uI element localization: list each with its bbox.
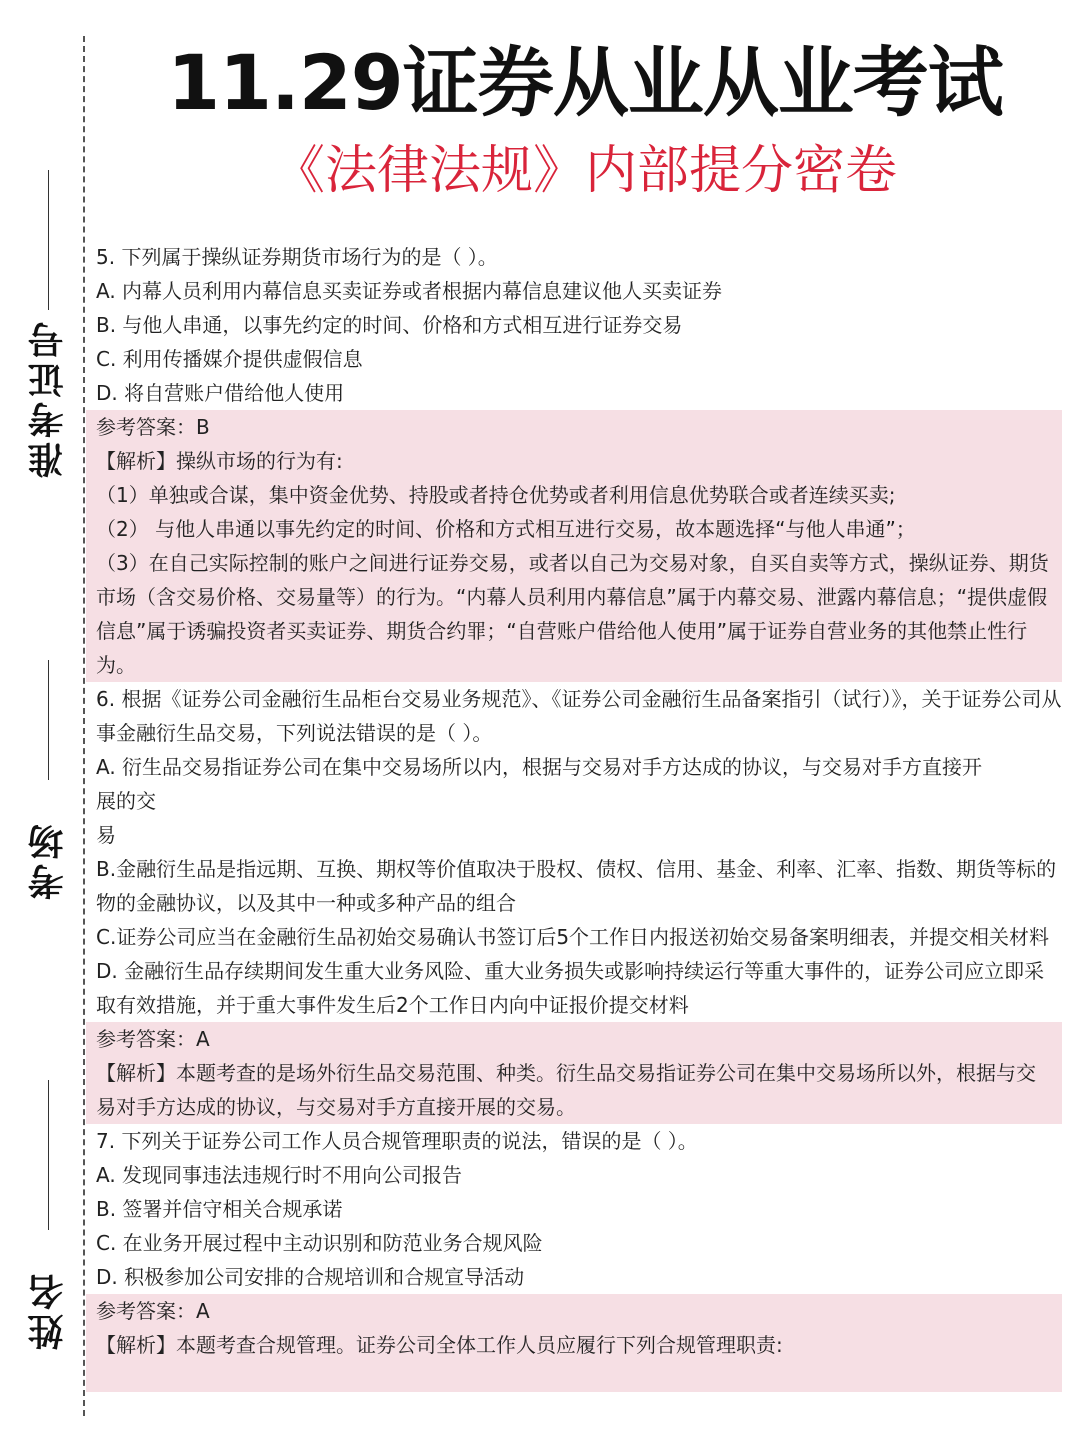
option-b: B. 签署并信守相关合规承诺 bbox=[96, 1197, 343, 1221]
name-write-line bbox=[48, 1080, 49, 1230]
analysis-heading: 【解析】操纵市场的行为有: bbox=[96, 449, 343, 473]
name-label: 姓名 bbox=[27, 1270, 69, 1350]
reference-answer: 参考答案：A bbox=[96, 1027, 210, 1051]
option-b: B.金融衍生品是指远期、互换、期权等价值取决于股权、债权、信用、基金、利率、汇率、指数、期货等标的物的金融协议，以及其中一种或多种产品的组合 bbox=[96, 857, 1057, 915]
option-a: A. 衍生品交易指证券公司在集中交易场所以内，根据与交易对手方达成的协议，与交易对手方直接开展的交 bbox=[96, 755, 983, 813]
option-c: C. 利用传播媒介提供虚假信息 bbox=[96, 347, 363, 371]
question-6 bbox=[86, 682, 1062, 1124]
exam-id-write-line bbox=[48, 170, 49, 310]
question-stem: 5. 下列属于操纵证券期货市场行为的是（ ）。 bbox=[96, 245, 498, 269]
exam-id-label: 准考证号 bbox=[27, 318, 69, 478]
reference-answer: 参考答案：A bbox=[96, 1299, 210, 1323]
question-list bbox=[86, 240, 1062, 1392]
option-a-continued: 易 bbox=[96, 823, 116, 847]
reference-answer: 参考答案：B bbox=[96, 415, 210, 439]
answer-block bbox=[86, 1022, 1062, 1124]
option-c: C.证券公司应当在金融衍生品初始交易确认书签订后5个工作日内报送初始交易备案明细表，并提交相关材料 bbox=[96, 925, 1050, 949]
analysis-point-2: （2） 与他人串通以事先约定的时间、价格和方式相互进行交易，故本题选择“与他人串通”； bbox=[96, 517, 916, 541]
page-subtitle: 《法律法规》内部提分密卷 bbox=[272, 141, 897, 201]
exam-room-label: 考场 bbox=[27, 820, 69, 900]
analysis-point-3: （3）在自己实际控制的账户之间进行证券交易，或者以自己为交易对象，自买自卖等方式，操纵证券、期货市场（含交易价格、交易量等）的行为。“内幕人员利用内幕信息”属于内幕交易、泄露内幕信息；“提供虚假信息”属于诱骗投资者买卖证券、期货合约罪；“自营账户借给他人使用”属于证券自营业务的其他禁止性行为。 bbox=[96, 551, 1049, 677]
question-stem: 6. 根据《证券公司金融衍生品柜台交易业务规范》、《证券公司金融衍生品备案指引（试行）》，关于证券公司从事金融衍生品交易，下列说法错误的是（ ）。 bbox=[96, 687, 1062, 745]
option-d: D. 积极参加公司安排的合规培训和合规宣导活动 bbox=[96, 1265, 525, 1289]
analysis-point-1: （1）单独或合谋，集中资金优势、持股或者持仓优势或者利用信息优势联合或者连续买卖; bbox=[96, 483, 896, 507]
option-c: C. 在业务开展过程中主动识别和防范业务合规风险 bbox=[96, 1231, 543, 1255]
answer-block bbox=[86, 1294, 1062, 1392]
option-b: B. 与他人串通，以事先约定的时间、价格和方式相互进行证券交易 bbox=[96, 313, 683, 337]
exam-room-write-line bbox=[48, 660, 49, 780]
option-d: D. 将自营账户借给他人使用 bbox=[96, 381, 345, 405]
option-a: A. 内幕人员利用内幕信息买卖证券或者根据内幕信息建议他人买卖证券 bbox=[96, 279, 723, 303]
question-7 bbox=[86, 1124, 1062, 1392]
analysis-text: 【解析】本题考查合规管理。证券公司全体工作人员应履行下列合规管理职责: bbox=[96, 1333, 783, 1357]
analysis-text: 【解析】本题考查的是场外衍生品交易范围、种类。衍生品交易指证券公司在集中交易场所以外，根据与交易对手方达成的协议，与交易对手方直接开展的交易。 bbox=[96, 1061, 1036, 1119]
answer-block bbox=[86, 410, 1062, 682]
question-5 bbox=[86, 240, 1062, 682]
binding-dashed-line bbox=[83, 36, 85, 1416]
question-stem: 7. 下列关于证券公司工作人员合规管理职责的说法，错误的是（ ）。 bbox=[96, 1129, 698, 1153]
page-title: 11.29证券从业从业考试 bbox=[167, 38, 1003, 127]
option-a: A. 发现同事违法违规行时不用向公司报告 bbox=[96, 1163, 463, 1187]
option-d: D. 金融衍生品存续期间发生重大业务风险、重大业务损失或影响持续运行等重大事件的，证券公司应立即采取有效措施，并于重大事件发生后2个工作日内向中证报价提交材料 bbox=[96, 959, 1045, 1017]
